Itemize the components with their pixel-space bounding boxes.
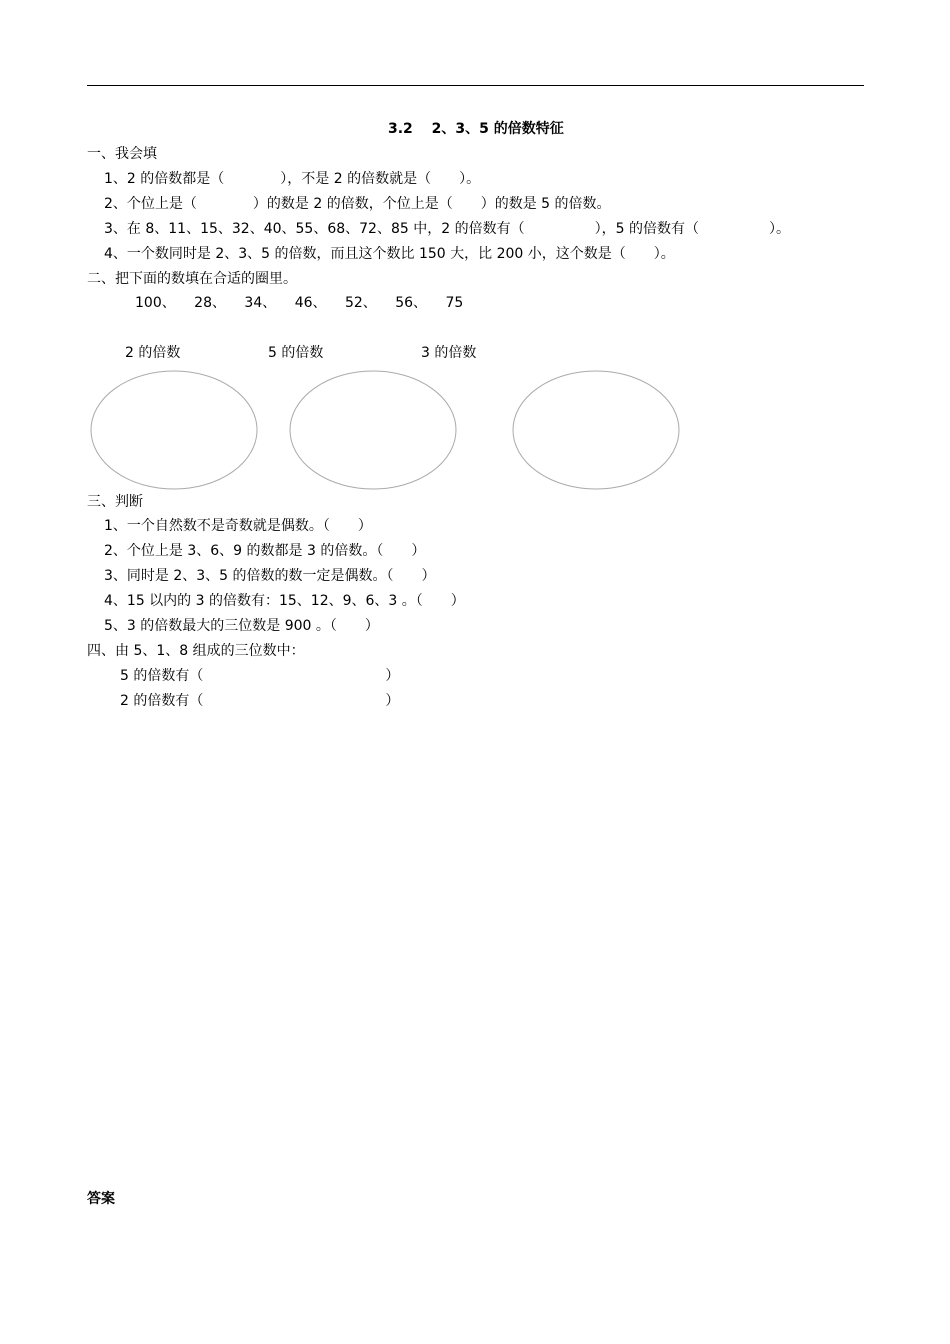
circle-label-multiples-of-2: 2 的倍数 — [125, 345, 181, 361]
section-one-item-3: 3、在 8、11、15、32、40、55、68、72、85 中，2 的倍数有（ ），5 的倍数有（ ）。 — [104, 221, 790, 237]
section-one-item-2: 2、个位上是（ ）的数是 2 的倍数，个位上是（ ）的数是 5 的倍数。 — [104, 196, 611, 212]
circle-multiples-of-2[interactable] — [91, 371, 257, 489]
section-four-item-2: 2 的倍数有（ ） — [120, 693, 400, 709]
circle-label-multiples-of-5: 5 的倍数 — [268, 345, 324, 361]
number-list: 100、 28、 34、 46、 52、 56、 75 — [135, 295, 464, 311]
section-three-item-4: 4、15 以内的 3 的倍数有：15、12、9、6、3 。（ ） — [104, 593, 465, 609]
section-two-heading: 二、把下面的数填在合适的圈里。 — [87, 271, 297, 287]
section-three-item-2: 2、个位上是 3、6、9 的数都是 3 的倍数。（ ） — [104, 543, 426, 559]
section-three-item-5: 5、3 的倍数最大的三位数是 900 。（ ） — [104, 618, 379, 634]
answer-heading: 答案 — [87, 1191, 115, 1207]
circle-label-multiples-of-3: 3 的倍数 — [421, 345, 477, 361]
section-four-item-1: 5 的倍数有（ ） — [120, 668, 400, 684]
section-three-heading: 三、判断 — [87, 494, 143, 510]
section-one-item-1: 1、2 的倍数都是（ ），不是 2 的倍数就是（ ）。 — [104, 171, 481, 187]
section-three-item-3: 3、同时是 2、3、5 的倍数的数一定是偶数。（ ） — [104, 568, 436, 584]
circle-multiples-of-5[interactable] — [290, 371, 456, 489]
section-four-heading: 四、由 5、1、8 组成的三位数中： — [87, 643, 305, 659]
page-title: 3.2 2、3、5 的倍数特征 — [388, 121, 564, 137]
section-one-heading: 一、我会填 — [87, 146, 157, 162]
section-three-item-1: 1、一个自然数不是奇数就是偶数。（ ） — [104, 518, 372, 534]
circle-multiples-of-3[interactable] — [513, 371, 679, 489]
section-one-item-4: 4、一个数同时是 2、3、5 的倍数，而且这个数比 150 大，比 200 小，这个数是（ ）。 — [104, 246, 675, 262]
